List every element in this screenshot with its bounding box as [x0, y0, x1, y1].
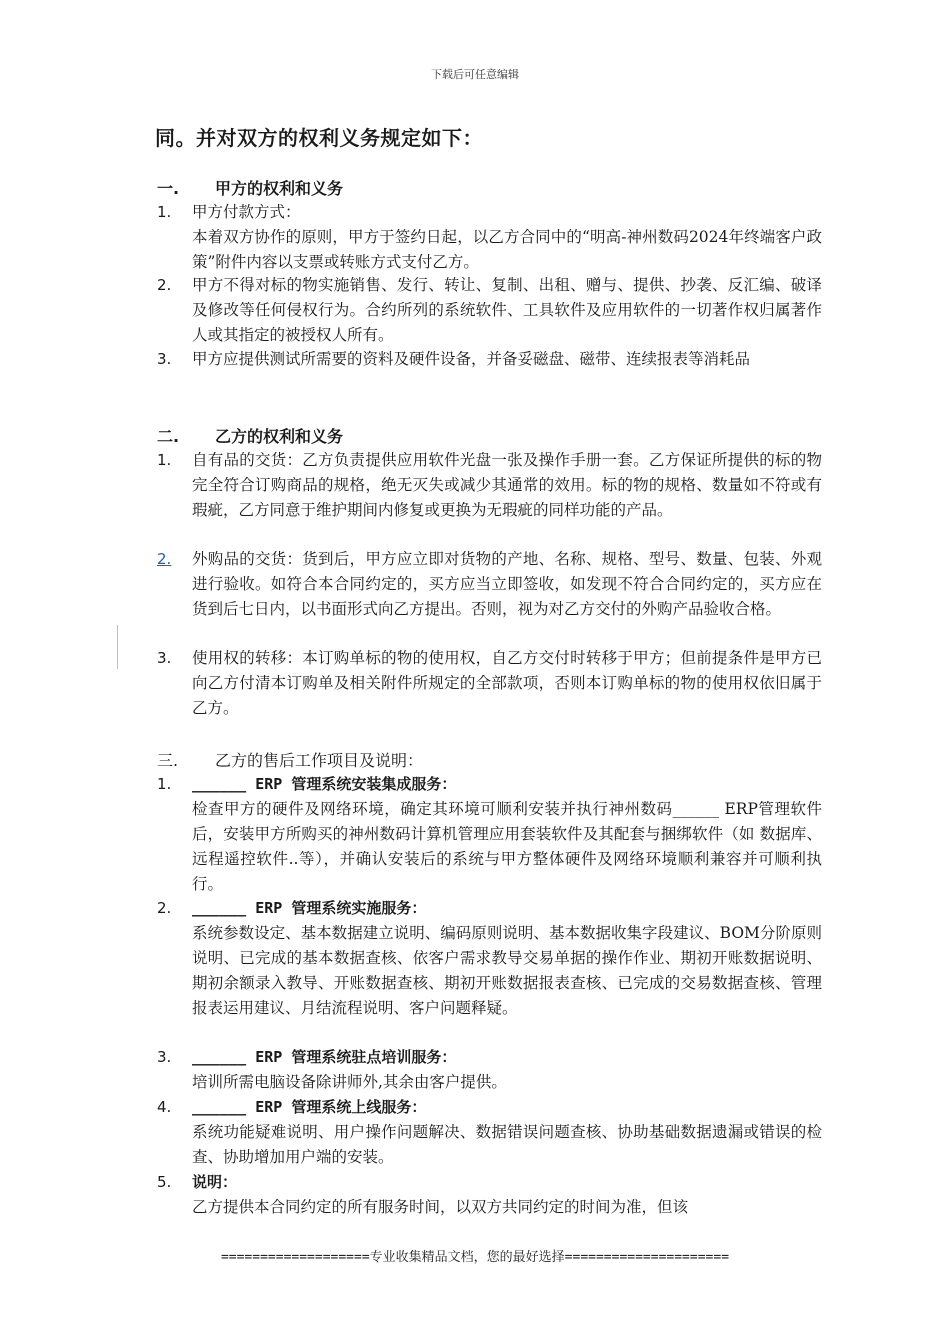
item-head: 说明：	[192, 1173, 238, 1191]
item-number: 1.	[157, 775, 172, 793]
section-number: 一.	[157, 179, 180, 198]
section-title-2	[157, 424, 343, 447]
list-item	[157, 646, 822, 721]
item-number: 3.	[157, 1048, 172, 1066]
item-head: ______ ERP 管理系统安装集成服务：	[192, 775, 457, 793]
item-number: 3.	[157, 649, 172, 667]
list-item	[157, 547, 822, 622]
item-text: 外购品的交货：货到后，甲方应立即对货物的产地、名称、规格、型号、数量、包装、外观进行验收。如符合本合同约定的，买方应当立即签收，如发现不符合合同约定的，买方应在货到后七日内，以书面形式向乙方提出。否则，视为对乙方交付的外购产品验收合格。	[192, 550, 822, 618]
item-text: 乙方提供本合同约定的所有服务时间，以双方共同约定的时间为准，但该	[192, 1198, 689, 1216]
list-item	[157, 1095, 822, 1170]
item-text: 甲方应提供测试所需要的资料及硬件设备，并备妥磁盘、磁带、连续报表等消耗品	[192, 350, 751, 368]
list-item	[157, 347, 822, 372]
item-text: 系统参数设定、基本数据建立说明、编码原则说明、基本数据收集字段建议、BOM分阶原则说明、已完成的基本数据查核、依客户需求教导交易单据的操作作业、期初开账数据说明、期初余额录入教导、开账数据查核、期初开账数据报表查核、已完成的交易数据查核、管理报表运用建议、月结流程说明、客户问题释疑。	[192, 924, 822, 1017]
item-head: 甲方付款方式：	[192, 203, 301, 221]
section-label: 乙方的权利和义务	[215, 427, 344, 446]
item-number: 4.	[157, 1098, 172, 1116]
list-item	[157, 896, 822, 1021]
item-text: 检查甲方的硬件及网络环境，确定其环境可顺利安装并执行神州数码______ ERP管理软件后，安装甲方所购买的神州数码计算机管理应用套装软件及其配套与捆绑软件（如 数据库、远程遥控软件..等），并确认安装后的系统与甲方整体硬件及网络环境顺利兼容并可顺利执行。	[192, 800, 822, 893]
section-number: 二.	[157, 427, 180, 446]
item-number: 2.	[157, 899, 172, 917]
list-item	[157, 772, 822, 897]
section-label: 甲方的权利和义务	[215, 179, 344, 198]
item-head: ______ ERP 管理系统驻点培训服务：	[192, 1048, 457, 1066]
item-text: 甲方不得对标的物实施销售、发行、转让、复制、出租、赠与、提供、抄袭、反汇编、破译及修改等任何侵权行为。合约所列的系统软件、工具软件及应用软件的一切著作权归属著作人或其指定的被授权人所有。	[192, 276, 822, 344]
section-label: 乙方的售后工作项目及说明：	[215, 751, 424, 770]
item-text: 使用权的转移：本订购单标的物的使用权，自乙方交付时转移于甲方；但前提条件是甲方已向乙方付清本订购单及相关附件所规定的全部款项，否则本订购单标的物的使用权依旧属于乙方。	[192, 649, 822, 717]
item-head: ______ ERP 管理系统上线服务：	[192, 1098, 427, 1116]
item-number: 1.	[157, 203, 172, 221]
list-item	[157, 200, 822, 275]
margin-change-bar	[117, 625, 118, 669]
list-item	[157, 273, 822, 348]
item-number: 3.	[157, 350, 172, 368]
list-item	[157, 448, 822, 523]
footer-note: ===================专业收集精品文档，您的最好选择=====================	[220, 1250, 730, 1265]
item-number: 1.	[157, 451, 172, 469]
item-text: 培训所需电脑设备除讲师外,其余由客户提供。	[192, 1073, 507, 1091]
section-title-3	[157, 748, 423, 771]
item-text: 系统功能疑难说明、用户操作问题解决、数据错误问题查核、协助基础数据遗漏或错误的检查、协助增加用户端的安装。	[192, 1123, 822, 1166]
section-number: 三.	[157, 751, 179, 770]
header-note: 下载后可任意编辑	[431, 68, 519, 81]
item-head: ______ ERP 管理系统实施服务：	[192, 899, 427, 917]
section-title-1	[157, 176, 343, 199]
item-text: 自有品的交货：乙方负责提供应用软件光盘一张及操作手册一套。乙方保证所提供的标的物完全符合订购商品的规格，绝无灭失或减少其通常的效用。标的物的规格、数量如不符或有瑕疵，乙方同意于维护期间内修复或更换为无瑕疵的同样功能的产品。	[192, 451, 822, 519]
item-number: 2.	[157, 276, 172, 294]
intro-heading: 同。并对双方的权利义务规定如下：	[155, 126, 483, 150]
list-item	[157, 1045, 822, 1095]
item-text: 本着双方协作的原则，甲方于签约日起，以乙方合同中的“明高-神州数码2024年终端客户政策”附件内容以支票或转账方式支付乙方。	[192, 228, 822, 271]
item-number-link[interactable]: 2.	[157, 550, 172, 568]
list-item	[157, 1170, 822, 1220]
item-number: 5.	[157, 1173, 172, 1191]
